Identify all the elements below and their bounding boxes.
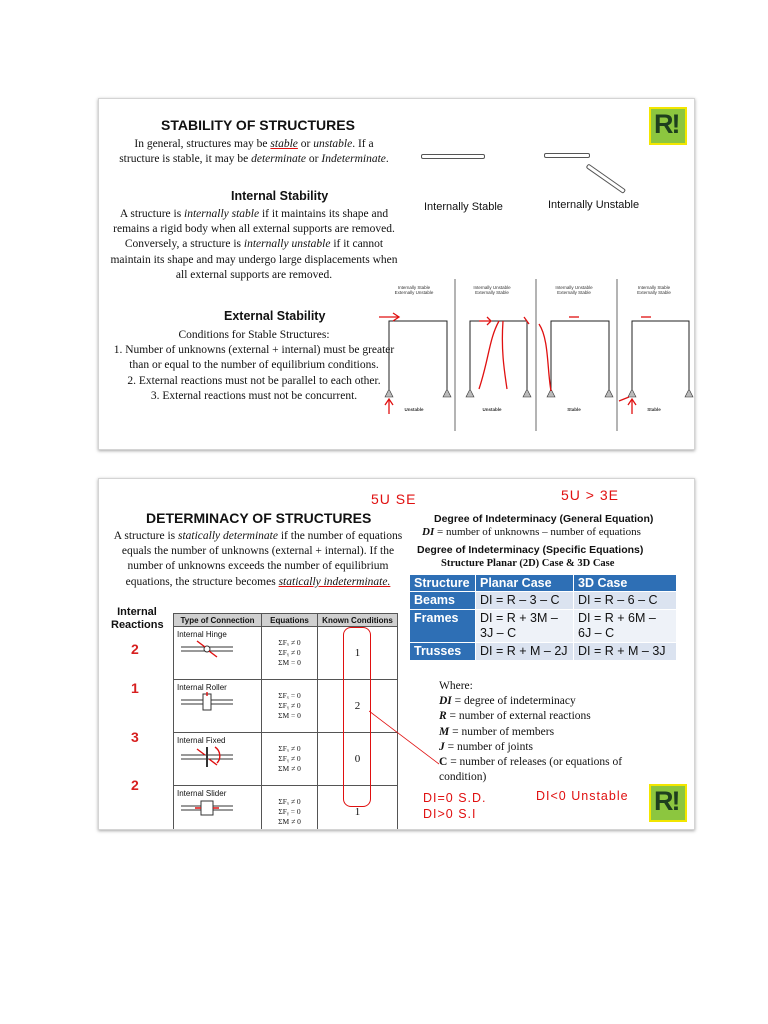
frame4-top-label: Internally Stable Externally Stable [637, 285, 671, 295]
handwriting-top-right: 5U > 3E [561, 487, 619, 503]
slide2-title: DETERMINACY OF STRUCTURES [146, 510, 372, 526]
logo: R! [649, 784, 687, 822]
di-header-planar: Planar Case [476, 575, 574, 592]
conn-type: Internal Fixed [177, 736, 226, 745]
internal-stability-heading: Internal Stability [231, 189, 329, 203]
frame1-bottom-label: Unstable [404, 407, 424, 412]
known-conditions: 1 [318, 786, 398, 831]
stability-conditions [109, 328, 399, 404]
slide1-title: STABILITY OF STRUCTURES [161, 117, 355, 133]
handwriting-top-left: 5U SE [371, 491, 417, 507]
reaction-count-3: 3 [131, 729, 139, 745]
di-header-structure: Structure [410, 575, 476, 592]
condition-3: 3. External reactions must not be concurrent. [150, 389, 358, 402]
condition-1: 1. Number of unknowns (external + internal) must be greater than or equal to the number of equilibrium conditions. [113, 344, 395, 372]
known-conditions: 0 [318, 733, 398, 786]
annotation-connector [369, 709, 449, 769]
table-row: Beams DI = R – 3 – C DI = R – 6 – C [410, 592, 677, 610]
frame3-bottom-label: Stable [567, 407, 581, 412]
internally-stable-label: Internally Stable [424, 201, 503, 213]
case-heading: Structure Planar (2D) Case & 3D Case [441, 558, 615, 569]
table-row: Trusses DI = R + M – 2J DI = R + M – 3J [410, 643, 677, 661]
di-table [409, 574, 677, 661]
unstable-beam-left [544, 153, 590, 158]
reaction-count-4: 2 [131, 777, 139, 793]
conn-header-type: Type of Connection [174, 614, 262, 627]
table-row: Internal Fixed ΣFₓ ≠ 0 ΣFᵧ ≠ 0 ΣM ≠ 0 0 [174, 733, 398, 786]
condition-2: 2. External reactions must not be parallel to each other. [127, 374, 381, 387]
frame4-bottom-label: Stable [647, 407, 661, 412]
table-row: Internal Hinge ΣFₓ ≠ 0 ΣFᵧ ≠ 0 ΣM = 0 1 [174, 627, 398, 680]
slider-icon [177, 798, 237, 818]
internal-reactions-label: Internal Reactions [111, 606, 164, 631]
known-conditions-annotation [343, 627, 371, 807]
frame2-top-label: Internally Unstable Externally Stable [473, 285, 511, 295]
general-heading: Degree of Indeterminacy (General Equation) [434, 513, 654, 525]
where-item: R = number of external reactions [439, 710, 591, 723]
di-header-3d: 3D Case [574, 575, 677, 592]
slide1-intro: In general, structures may be stable or unstable. If a structure is stable, it may be determinate or Indeterminate. [119, 138, 389, 166]
where-item: C = number of releases (or equations of condition) [439, 756, 623, 784]
unstable-beam-right [586, 163, 627, 193]
table-row: Internal Roller ΣFₓ = 0 ΣFᵧ ≠ 0 ΣM = 0 2 [174, 680, 398, 733]
slide-stability [98, 98, 695, 450]
specific-heading: Degree of Indeterminacy (Specific Equations) [417, 544, 644, 556]
where-legend [439, 679, 669, 785]
roller-icon [177, 692, 237, 712]
frame1-top-label: Internally Stable Externally Unstable [394, 285, 434, 295]
where-item: DI = degree of indeterminacy [439, 695, 576, 708]
known-conditions: 2 [318, 680, 398, 733]
conn-header-known: Known Conditions [318, 614, 398, 627]
conditions-intro: Conditions for Stable Structures: [178, 329, 330, 341]
internally-unstable-label: Internally Unstable [548, 199, 640, 211]
frame2-bottom-label: Unstable [482, 407, 502, 412]
handwriting-unstable: DI<0 Unstable [536, 789, 629, 803]
fixed-icon [177, 745, 237, 769]
where-item: J = number of joints [439, 740, 534, 753]
hinge-icon [177, 639, 237, 659]
where-item: M = number of members [439, 725, 555, 738]
logo: R! [649, 107, 687, 145]
handwriting-si: DI>0 S.I [423, 807, 477, 821]
stable-beam-diagram [421, 154, 485, 159]
slide2-intro: A structure is statically determinate if the number of equations equals the number of unknowns (external + internal). If the number of unknowns exceeds the number of equilibrium equations, the structure becomes statically indeterminate. [113, 530, 403, 588]
frame3-top-label: Internally Unstable Externally Stable [555, 285, 593, 295]
conn-type: Internal Slider [177, 789, 227, 798]
known-conditions: 1 [318, 627, 398, 680]
handwriting-sd: DI=0 S.D. [423, 791, 487, 805]
conn-type: Internal Hinge [177, 630, 227, 639]
table-row: Internal Slider ΣFₓ ≠ 0 ΣFᵧ = 0 ΣM ≠ 0 1 [174, 786, 398, 831]
external-stability-heading: External Stability [224, 309, 326, 323]
reaction-count-1: 2 [131, 641, 139, 657]
where-label: Where: [439, 680, 473, 692]
slide-determinacy [98, 478, 695, 830]
conn-type: Internal Roller [177, 683, 227, 692]
reaction-count-2: 1 [131, 680, 139, 696]
conn-header-equations: Equations [262, 614, 318, 627]
general-equation: DI = number of unknowns – number of equations [422, 526, 641, 538]
table-row: Frames DI = R + 3M – 3J – C DI = R + 6M – 6J – C [410, 610, 677, 643]
internal-stability-text: A structure is internally stable if it maintains its shape and remains a rigid body when all external supports are removed. Conversely, a structure is internally unstable if it cannot maintain its shape and may undergo large displacements when all external supports are removed. [110, 208, 398, 281]
